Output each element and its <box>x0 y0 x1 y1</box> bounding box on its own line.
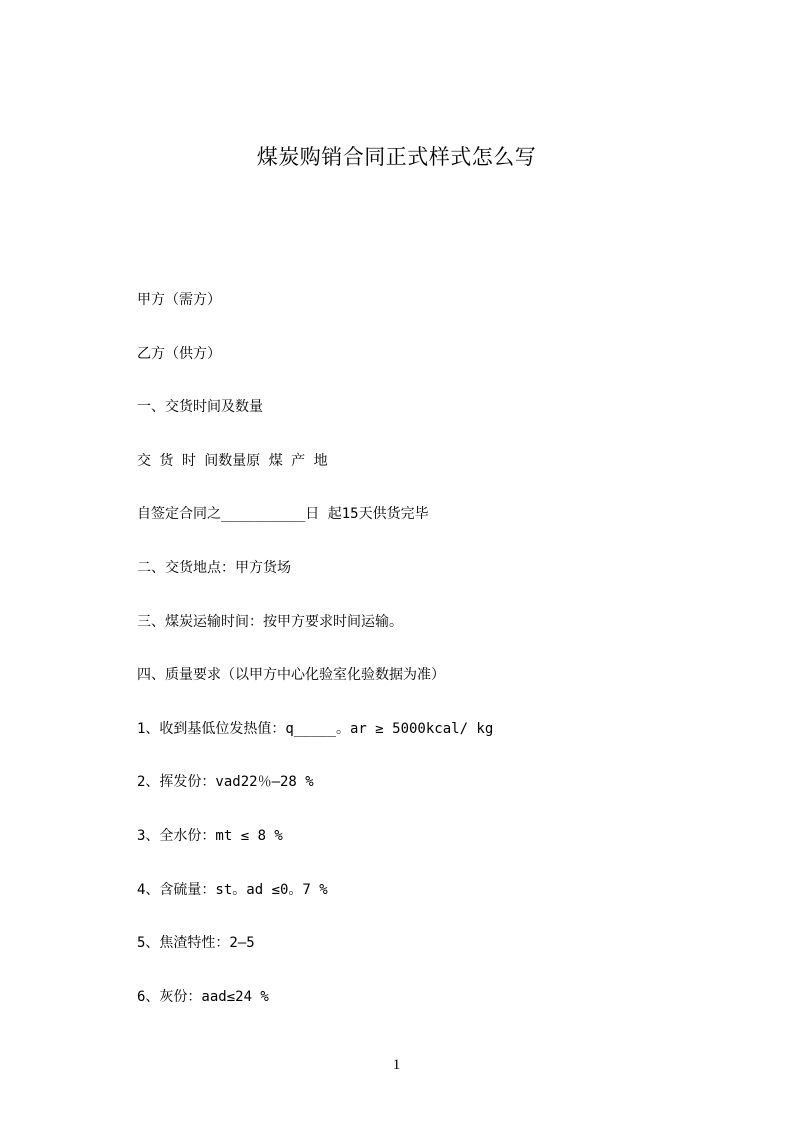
section-heading-delivery-place: 二、交货地点：甲方货场 <box>137 559 291 576</box>
page-title: 煤炭购销合同正式样式怎么写 <box>256 145 537 169</box>
quality-item-coke-residue: 5、焦渣特性：2—5 <box>137 935 255 952</box>
quality-item-calorific: 1、收到基低位发热值：q_____。ar ≥ 5000kcal/ kg <box>137 720 494 737</box>
quality-item-volatile: 2、挥发份：vad22％—28 % <box>137 774 314 791</box>
quality-item-ash: 6、灰份：aad≤24 % <box>137 988 269 1005</box>
delivery-schedule-line: 自签定合同之__________日 起15天供货完毕 <box>137 506 429 523</box>
contract-body <box>137 288 697 1038</box>
delivery-table-header: 交 货 时 间数量原 煤 产 地 <box>137 452 328 469</box>
quality-item-sulfur: 4、含硫量：st。ad ≤0。7 % <box>137 881 328 898</box>
section-heading-quality: 四、质量要求（以甲方中心化验室化验数据为准） <box>137 667 445 684</box>
page-number: 1 <box>392 1057 401 1073</box>
party-a-line: 甲方（需方） <box>137 292 221 308</box>
section-heading-delivery-time: 一、交货时间及数量 <box>137 399 263 416</box>
quality-item-moisture: 3、全水份：mt ≤ 8 % <box>137 827 283 844</box>
party-b-line: 乙方（供方） <box>137 345 221 362</box>
section-heading-transport-time: 三、煤炭运输时间：按甲方要求时间运输。 <box>137 613 403 630</box>
